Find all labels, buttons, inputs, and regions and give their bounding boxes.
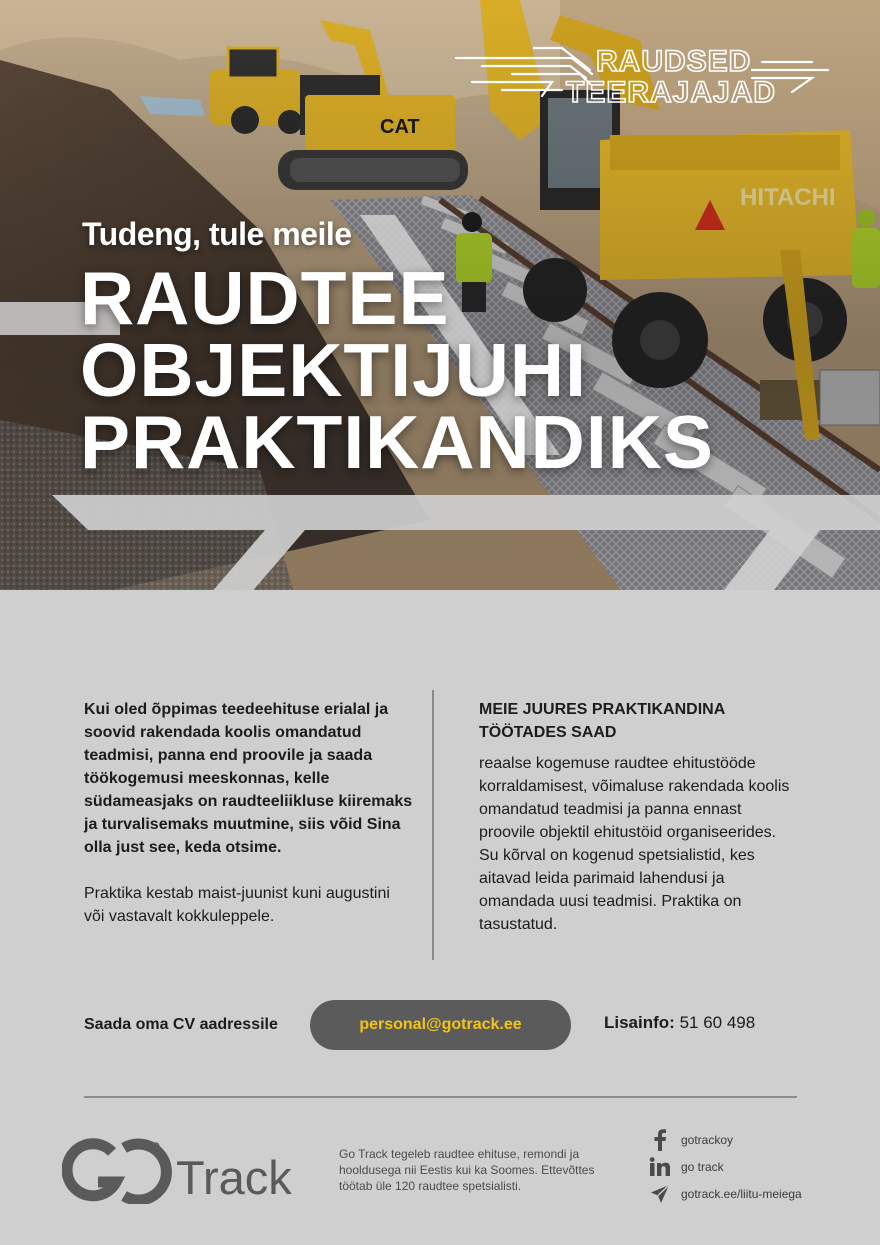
email-button[interactable]: personal@gotrack.ee <box>310 1000 571 1050</box>
brand-title-line1: RAUDSED <box>596 45 752 78</box>
cv-label: Saada oma CV aadressile <box>84 1016 278 1033</box>
duration-paragraph: Praktika kestab maist-juunist kuni augustini või vastavalt kokkuleppele. <box>84 885 390 925</box>
extra-info-label: Lisainfo: <box>604 1013 675 1032</box>
hero-headline <box>80 256 714 484</box>
intro-column <box>84 698 414 928</box>
column-divider <box>432 690 434 960</box>
social-link-linkedin[interactable] <box>648 1153 848 1180</box>
headline-line: PRAKTIKANDIKS <box>80 400 714 484</box>
brand-title-line2: TEERAJAJAD <box>566 76 777 109</box>
social-link-website[interactable] <box>648 1180 848 1207</box>
benefits-text: reaalse kogemuse raudtee ehitustööde korraldamisest, võimaluse rakendada koolis omandatud teadmisi ja panna ennast proovile objektil ehitustöid organiseerides. Su kõrval on kogenud spetsialistid, kes aitavad leida parimaid lahendusi ja omandada uusi teadmisi. Praktika on tasustatud. <box>479 755 790 933</box>
send-icon <box>648 1182 672 1206</box>
extra-info <box>604 1013 755 1033</box>
benefits-column <box>479 698 799 936</box>
go-track-logo <box>62 1138 307 1204</box>
company-description: Go Track tegeleb raudtee ehituse, remondi ja hooldusega nii Eestis kui ka Soomes. Ettevõttes töötab üle 120 raudtee spetsialisti. <box>339 1147 595 1193</box>
hero-kicker: Tudeng, tule meile <box>82 216 352 252</box>
hero-banner <box>0 0 880 615</box>
phone-number[interactable]: 51 60 498 <box>679 1013 756 1032</box>
logo-wordmark: Track <box>176 1151 292 1204</box>
social-label: gotrackoy <box>681 1132 734 1147</box>
social-label: gotrack.ee/liitu-meiega <box>681 1186 802 1201</box>
linkedin-icon <box>648 1155 672 1179</box>
social-label: go track <box>681 1159 724 1174</box>
footer-divider <box>84 1096 797 1098</box>
headline-line: RAUDTEE <box>80 256 450 340</box>
intro-paragraph: Kui oled õppimas teedeehituse erialal ja soovid rakendada koolis omandatud teadmisi, panna end proovile ja saada töökogemusi meeskonnas, kelle südameasjaks on raudteeliikluse kiiremaks ja turvalisemaks muutmine, siis võid Sina olla just see, keda otsime. <box>84 701 413 856</box>
social-links <box>648 1126 848 1207</box>
benefits-heading: MEIE JUURES PRAKTIKANDINA TÖÖTADES SAAD <box>479 701 725 741</box>
facebook-icon <box>648 1128 672 1152</box>
headline-line: OBJEKTIJUHI <box>80 328 587 412</box>
social-link-facebook[interactable] <box>648 1126 848 1153</box>
